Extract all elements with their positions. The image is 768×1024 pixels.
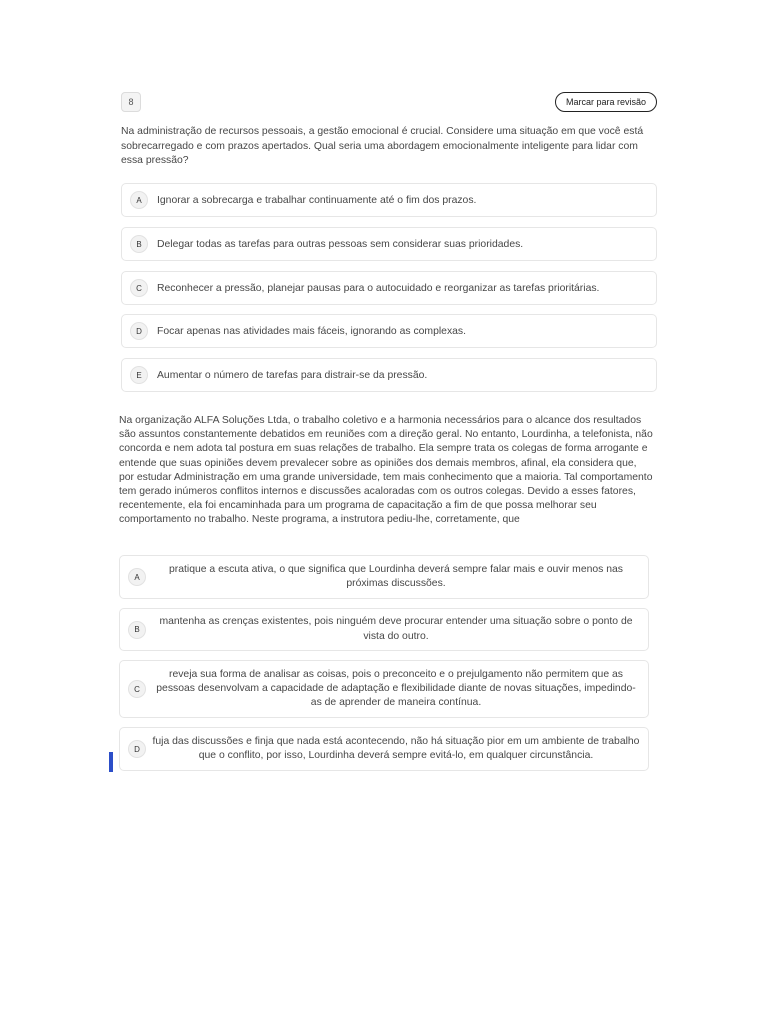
question-2-option-a[interactable] bbox=[119, 555, 649, 599]
option-letter: B bbox=[130, 235, 148, 253]
option-letter: D bbox=[128, 740, 146, 758]
option-text: Reconhecer a pressão, planejar pausas para o autocuidado e reorganizar as tarefas prioritárias. bbox=[157, 282, 600, 294]
question-1-option-b[interactable] bbox=[121, 227, 657, 261]
question-2-option-d[interactable] bbox=[119, 727, 649, 771]
option-letter: B bbox=[128, 621, 146, 639]
question-2-option-b[interactable] bbox=[119, 608, 649, 651]
option-letter: D bbox=[130, 322, 148, 340]
option-text: Focar apenas nas atividades mais fáceis, ignorando as complexas. bbox=[157, 325, 466, 337]
option-text: mantenha as crenças existentes, pois ninguém deve procurar entender uma situação sobre o ponto de vista do outro. bbox=[159, 616, 633, 642]
option-text: Ignorar a sobrecarga e trabalhar continuamente até o fim dos prazos. bbox=[157, 194, 477, 206]
question-1-text: Na administração de recursos pessoais, a gestão emocional é crucial. Considere uma situação em que você está sobrecarregado e com prazos apertados. Qual seria uma abordagem emocionalmente inteligente para lidar com essa pressão? bbox=[121, 126, 644, 166]
option-letter: E bbox=[130, 366, 148, 384]
option-text: reveja sua forma de analisar as coisas, pois o preconceito e o prejulgamento não permitem que as pessoas desenvolvam a capacidade de adaptação e flexibilidade diante de novas situações, impedindo-as de aprender de maneira contínua. bbox=[156, 668, 636, 709]
question-1-option-c[interactable] bbox=[121, 271, 657, 305]
option-text: fuja das discussões e finja que nada está acontecendo, não há situação pior em um ambiente de trabalho que o conflito, por isso, Lourdinha deverá sempre evitá-lo, em qualquer circunstância. bbox=[152, 735, 640, 761]
question-header bbox=[121, 92, 657, 112]
option-letter: C bbox=[128, 680, 146, 698]
option-text: Aumentar o número de tarefas para distrair-se da pressão. bbox=[157, 369, 428, 381]
option-letter: A bbox=[128, 568, 146, 586]
question-number-badge: 8 bbox=[121, 92, 141, 112]
option-text: pratique a escuta ativa, o que significa que Lourdinha deverá sempre falar mais e ouvir menos nas próximas discussões. bbox=[169, 563, 623, 589]
mark-for-review-button[interactable]: Marcar para revisão bbox=[555, 92, 657, 112]
question-1-option-a[interactable] bbox=[121, 183, 657, 217]
question-1-option-d[interactable] bbox=[121, 314, 657, 348]
question-2-text: Na organização ALFA Soluções Ltda, o trabalho coletivo e a harmonia necessários para o alcance dos resultados são assuntos constantemente debatidos em reuniões com a direção geral. No entanto, Lourdinha, a telefonista, não concorda e nem adota tal postura em suas relações de trabalho. Ela sempre trata os colegas de forma arrogante e entende que suas opiniões devem prevalecer sobre as opiniões dos demais membros, afinal, ela considera que, por estudar Administração em uma grande universidade, tem mais conhecimento que a maioria. Tal comportamento tem gerado inúmeros conflitos internos e discussões acaloradas com os outros colegas. Devido a esses fatores, recentemente, ela foi encaminhada para um programa de capacitação a fim de que possa melhorar seu comportamento no trabalho. Neste programa, a instrutora pediu-lhe, corretamente, que bbox=[119, 415, 653, 526]
question-1-option-e[interactable] bbox=[121, 358, 657, 392]
active-question-marker bbox=[109, 752, 113, 772]
option-letter: C bbox=[130, 279, 148, 297]
option-text: Delegar todas as tarefas para outras pessoas sem considerar suas prioridades. bbox=[157, 238, 524, 250]
option-letter: A bbox=[130, 191, 148, 209]
question-2-option-c[interactable] bbox=[119, 660, 649, 718]
